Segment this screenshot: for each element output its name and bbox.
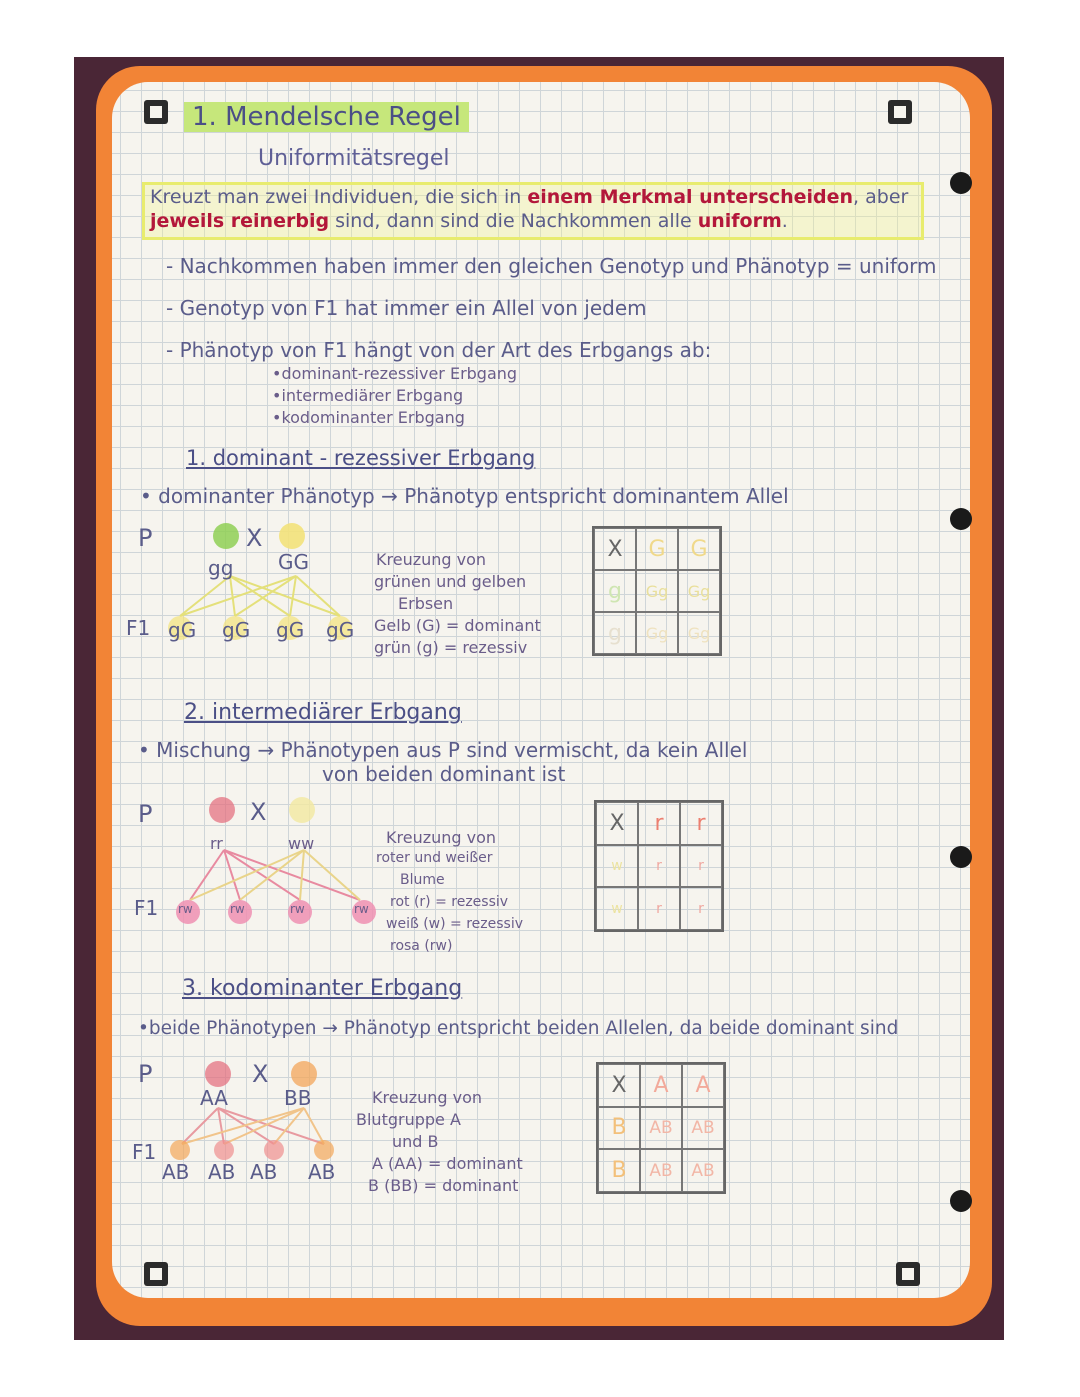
punnett-cell: AB (682, 1149, 724, 1192)
punnett-cell: AB (682, 1107, 724, 1150)
punnett-cell: X (598, 1064, 640, 1107)
punnett-cell: AB (640, 1107, 682, 1150)
punnett-cell: Gg (636, 570, 678, 612)
punnett-cell: A (682, 1064, 724, 1107)
punnett-cell: r (638, 802, 680, 845)
section-1-punnett-square (592, 526, 722, 656)
bullet-1: - Nachkommen haben immer den gleichen Genotyp und Phänotyp = uniform (166, 254, 937, 278)
punnett-cell: r (638, 845, 680, 888)
section-1-parent-1: gg (208, 556, 234, 580)
section-3-f1-label: F1 (132, 1140, 157, 1164)
section-3-note-4: A (AA) = dominant (372, 1154, 523, 1173)
punch-hole-icon (950, 1190, 972, 1212)
punnett-cell: A (640, 1064, 682, 1107)
section-3-parent-1: AA (200, 1086, 228, 1110)
section-3-note-1: Kreuzung von (372, 1088, 483, 1107)
section-1-offspring-3: gG (276, 618, 305, 642)
definition-line-2: jeweils reinerbig sind, dann sind die Nachkommen alle uniform. (150, 210, 788, 232)
section-3-heading: 3. kodominanter Erbgang (182, 976, 463, 1001)
section-1-offspring-2: gG (222, 618, 251, 642)
sub-bullet-1: •dominant-rezessiver Erbgang (272, 364, 518, 383)
section-3-offspring-3: AB (250, 1160, 278, 1184)
section-2-note-4: rot (r) = rezessiv (390, 894, 509, 910)
section-2-punnett-square (594, 800, 724, 932)
punnett-cell: G (636, 528, 678, 570)
green-pea-icon (213, 523, 239, 549)
punnett-cell: B (598, 1107, 640, 1150)
punnett-cell: X (594, 528, 636, 570)
section-1-parent-2: GG (278, 550, 309, 574)
section-1-note-4: Gelb (G) = dominant (374, 616, 541, 635)
punnett-cell: r (638, 887, 680, 930)
punnett-cell: AB (640, 1149, 682, 1192)
section-3-p-label: P (138, 1060, 153, 1088)
section-1-offspring-1: gG (168, 618, 197, 642)
sub-bullet-2: •intermediärer Erbgang (272, 386, 464, 405)
section-3-punnett-square (596, 1062, 726, 1194)
section-3-note-5: B (BB) = dominant (368, 1176, 519, 1195)
yellow-pea-icon (279, 523, 305, 549)
section-2-rule-1: • Mischung → Phänotypen aus P sind vermischt, da kein Allel (138, 738, 748, 762)
section-2-p-label: P (138, 800, 153, 828)
section-2-offspring-4: rw (354, 902, 369, 916)
punnett-cell: G (678, 528, 720, 570)
punnett-cell: Gg (678, 612, 720, 654)
section-1-note-3: Erbsen (398, 594, 454, 613)
section-1-note-1: Kreuzung von (376, 550, 487, 569)
punnett-cell: r (680, 802, 722, 845)
page-subtitle: Uniformitätsregel (258, 146, 450, 171)
bullet-2: - Genotyp von F1 hat immer ein Allel von jedem (166, 296, 647, 320)
blood-type-b-icon (291, 1061, 317, 1087)
section-3-note-2: Blutgruppe A (356, 1110, 461, 1129)
section-3-cross-diagram (120, 1056, 380, 1176)
section-1-note-5: grün (g) = rezessiv (374, 638, 528, 657)
corner-mark-icon (144, 1262, 168, 1286)
bullet-3: - Phänotyp von F1 hängt von der Art des Erbgangs ab: (166, 338, 712, 362)
punch-hole-icon (950, 172, 972, 194)
section-2-note-6: rosa (rw) (390, 938, 453, 954)
section-3-cross: X (252, 1060, 269, 1088)
punnett-cell: g (594, 570, 636, 612)
corner-mark-icon (144, 100, 168, 124)
punnett-cell: r (680, 845, 722, 888)
section-2-f1-label: F1 (134, 896, 159, 920)
section-3-offspring-2: AB (208, 1160, 236, 1184)
sub-bullet-3: •kodominanter Erbgang (272, 408, 465, 427)
section-2-note-2: roter und weißer (376, 850, 493, 866)
punnett-cell: w (596, 845, 638, 888)
section-2-heading: 2. intermediärer Erbgang (184, 700, 462, 725)
section-2-parent-2: ww (288, 834, 315, 853)
blood-type-a-icon (205, 1061, 231, 1087)
punnett-cell: X (596, 802, 638, 845)
punnett-cell: Gg (636, 612, 678, 654)
section-3-rule: •beide Phänotypen → Phänotyp entspricht beiden Allelen, da beide dominant sind (138, 1018, 899, 1039)
section-1-heading: 1. dominant - rezessiver Erbgang (186, 446, 536, 470)
section-2-offspring-1: rw (178, 902, 193, 916)
punnett-cell: Gg (678, 570, 720, 612)
section-2-offspring-2: rw (230, 902, 245, 916)
section-3-offspring-1: AB (162, 1160, 190, 1184)
section-1-p-label: P (138, 524, 153, 552)
section-1-f1-label: F1 (126, 616, 151, 640)
section-2-note-3: Blume (400, 872, 445, 888)
section-3-note-3: und B (392, 1132, 439, 1151)
page-title: 1. Mendelsche Regel (184, 102, 469, 132)
punnett-cell: B (598, 1149, 640, 1192)
section-1-cross: X (246, 524, 263, 552)
corner-mark-icon (888, 100, 912, 124)
section-1-note-2: grünen und gelben (374, 572, 527, 591)
red-flower-icon (209, 797, 235, 823)
section-3-offspring-4: AB (308, 1160, 336, 1184)
section-3-parent-2: BB (284, 1086, 312, 1110)
section-2-rule-2: von beiden dominant ist (322, 762, 566, 786)
punch-hole-icon (950, 508, 972, 530)
definition-line-1: Kreuzt man zwei Individuen, die sich in einem Merkmal unterscheiden, aber (150, 186, 909, 208)
section-2-parent-1: rr (210, 834, 223, 853)
white-flower-icon (289, 797, 315, 823)
punnett-cell: g (594, 612, 636, 654)
corner-mark-icon (896, 1262, 920, 1286)
section-2-cross: X (250, 798, 267, 826)
punnett-cell: w (596, 887, 638, 930)
punch-hole-icon (950, 846, 972, 868)
punnett-cell: r (680, 887, 722, 930)
section-2-note-1: Kreuzung von (386, 828, 497, 847)
section-2-note-5: weiß (w) = rezessiv (386, 916, 524, 932)
section-2-offspring-3: rw (290, 902, 305, 916)
section-1-rule: • dominanter Phänotyp → Phänotyp entspricht dominantem Allel (140, 484, 789, 508)
section-1-offspring-4: gG (326, 618, 355, 642)
